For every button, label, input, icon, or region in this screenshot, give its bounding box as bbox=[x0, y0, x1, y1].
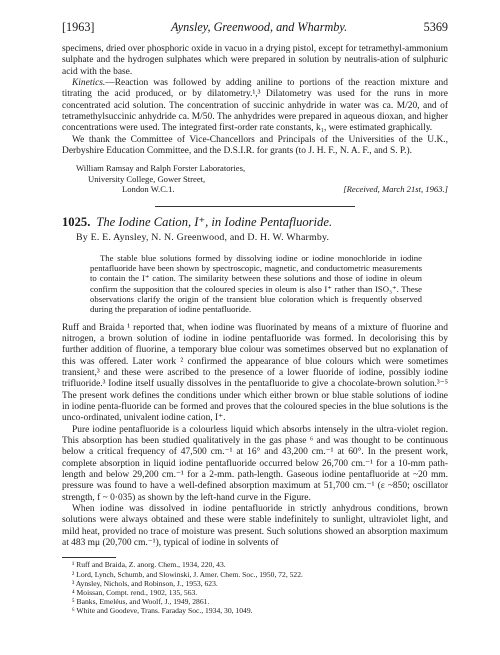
page-number: 5369 bbox=[423, 20, 448, 34]
footnote-2: ² Lord, Lynch, Schumb, and Slowinski, J. Amer. Chem. Soc., 1950, 72, 522. bbox=[72, 569, 303, 579]
footnote-3: ³ Aynsley, Nichols, and Robinson, J., 1953, 623. bbox=[72, 578, 218, 588]
abstract bbox=[62, 253, 448, 315]
affiliation-line-1: William Ramsay and Ralph Forster Laboratories, bbox=[76, 163, 246, 174]
article-number: 1025. bbox=[62, 215, 91, 230]
footnotes bbox=[62, 560, 448, 615]
affiliation-line-3: London W.C.1. bbox=[122, 183, 175, 194]
footnote-5: ⁵ Banks, Emeléus, and Woolf, J., 1949, 2861. bbox=[72, 597, 210, 607]
affiliation-line-2: University College, Gower Street, bbox=[88, 173, 206, 184]
main-paragraph-2: Pure iodine pentafluoride is a colourless liquid which absorbs intensely in the ultra-violet region. This absorption has been studied qualitatively in the gas phase ⁶ and was thought to be continuous below a critical frequency of 47,500 cm.⁻¹ at 16° and 43,200 cm.⁻¹ at 60°. In the present work, complete absorption in liquid iodine pentafluoride occurred below 26,700 cm.⁻¹ for a 10-mm path-length and below 29,200 cm.⁻¹ for a 2-mm. path-length. Gaseous iodine pentafluoride at ~20 mm. pressure was found to have a well-defined absorption maximum at 51,700 cm.⁻¹ (ε ~850; oscillator strength, f ~ 0·035) as shown by the left-hand curve in the Figure. bbox=[62, 424, 448, 503]
affiliation-block bbox=[62, 163, 448, 194]
footnote-4: ⁴ Moissan, Compt. rend., 1902, 135, 563. bbox=[72, 588, 198, 597]
kinetics-label: Kinetics. bbox=[72, 78, 106, 89]
affiliation-last-line bbox=[76, 184, 448, 194]
kinetics-text: —Reaction was followed by adding aniline to portions of the reaction mixture and titrating the acid produced, or by dilatometry.¹,³ Dilatometry was used for the runs in more concentrated acid solution. The concentration of succinic anhydride in water was ca. M/20, and of tetramethylsuccinic anhydride ca. M/50. The anhydrides were prepared in aqueous dioxan, and higher concentrations were used. The integrated first-order rate constants, k₁, were estimated graphically. bbox=[62, 78, 448, 134]
footnote-divider bbox=[62, 557, 116, 558]
kinetics-paragraph bbox=[62, 78, 448, 135]
continued-paragraph: specimens, dried over phosphoric oxide in vacuo in a drying pistol, except for tetramethyl-ammonium sulphate and the hydrogen sulphates which were prepared in solution by neutralis-ation of sulphuric acid with the base. bbox=[62, 44, 448, 77]
header-year: [1963] bbox=[62, 20, 95, 34]
footnote-1: ¹ Ruff and Braida, Z. anorg. Chem., 1934, 220, 43. bbox=[72, 560, 226, 570]
article-title-text: The Iodine Cation, I⁺, in Iodine Pentafluoride. bbox=[96, 215, 333, 230]
footnote-6: ⁶ White and Goodeve, Trans. Faraday Soc., 1934, 30, 1049. bbox=[72, 606, 253, 616]
main-paragraph-1: Ruff and Braida ¹ reported that, when iodine was fluorinated by means of a mixture of fluorine and nitrogen, a brown solution of iodine in iodine pentafluoride was formed. In decolorising this by further addition of fluorine, a temporary blue colour was sometimes observed but no explanation of this was offered. Later work ² confirmed the appearance of blue colours which were sometimes transient,³ and these were ascribed to the presence of a lower fluoride of iodine, possibly iodine trifluoride.³ Iodine itself usually dissolves in the pentafluoride to give a chocolate-brown solution.³⁻⁵ The present work defines the conditions under which either brown or blue stable solutions of iodine in iodine penta-fluoride can be formed and proves that the coloured species in the blue solutions is the unco-ordinated, univalent iodine cation, I⁺. bbox=[62, 322, 448, 424]
received-date: [Received, March 21st, 1963.] bbox=[343, 183, 448, 194]
section-divider bbox=[155, 206, 355, 207]
main-text bbox=[62, 323, 448, 550]
acknowledgement: We thank the Committee of Vice-Chancellors and Principals of the Universities of the U.K., Derbyshire Education Committee, and the D.S.I.R. for grants (to J. H. F., N. A. F., and S. P.). bbox=[62, 134, 448, 157]
abstract-text: The stable blue solutions formed by dissolving iodine or iodine monochloride in iodine pentafluoride have been shown by spectroscopic, magnetic, and conductometric measurements to contain the I⁺ cation. The similarity between these solutions and those of iodine in oleum confirm the supposition that the coloured species in oleum is also I⁺ rather than ISO₃⁺. These observations clarify the origin of the transient blue coloration which is frequently observed during the preparation of iodine pentafluoride. bbox=[90, 252, 422, 315]
page-body bbox=[62, 44, 448, 616]
article-title bbox=[62, 217, 448, 228]
main-paragraph-3: When iodine was dissolved in iodine pentafluoride in strictly anhydrous conditions, brown solutions were always obtained and these were stable indefinitely to sunlight, ultraviolet light, and mild heat, provided no trace of moisture was present. Such solutions showed an absorption maximum at 483 mμ (20,700 cm.⁻¹), typical of iodine in solvents of bbox=[62, 504, 448, 549]
article-authors: By E. E. Aynsley, N. N. Greenwood, and D. H. W. Wharmby. bbox=[76, 232, 330, 244]
running-header bbox=[62, 20, 448, 35]
header-authors: Aynsley, Greenwood, and Wharmby. bbox=[170, 20, 348, 34]
